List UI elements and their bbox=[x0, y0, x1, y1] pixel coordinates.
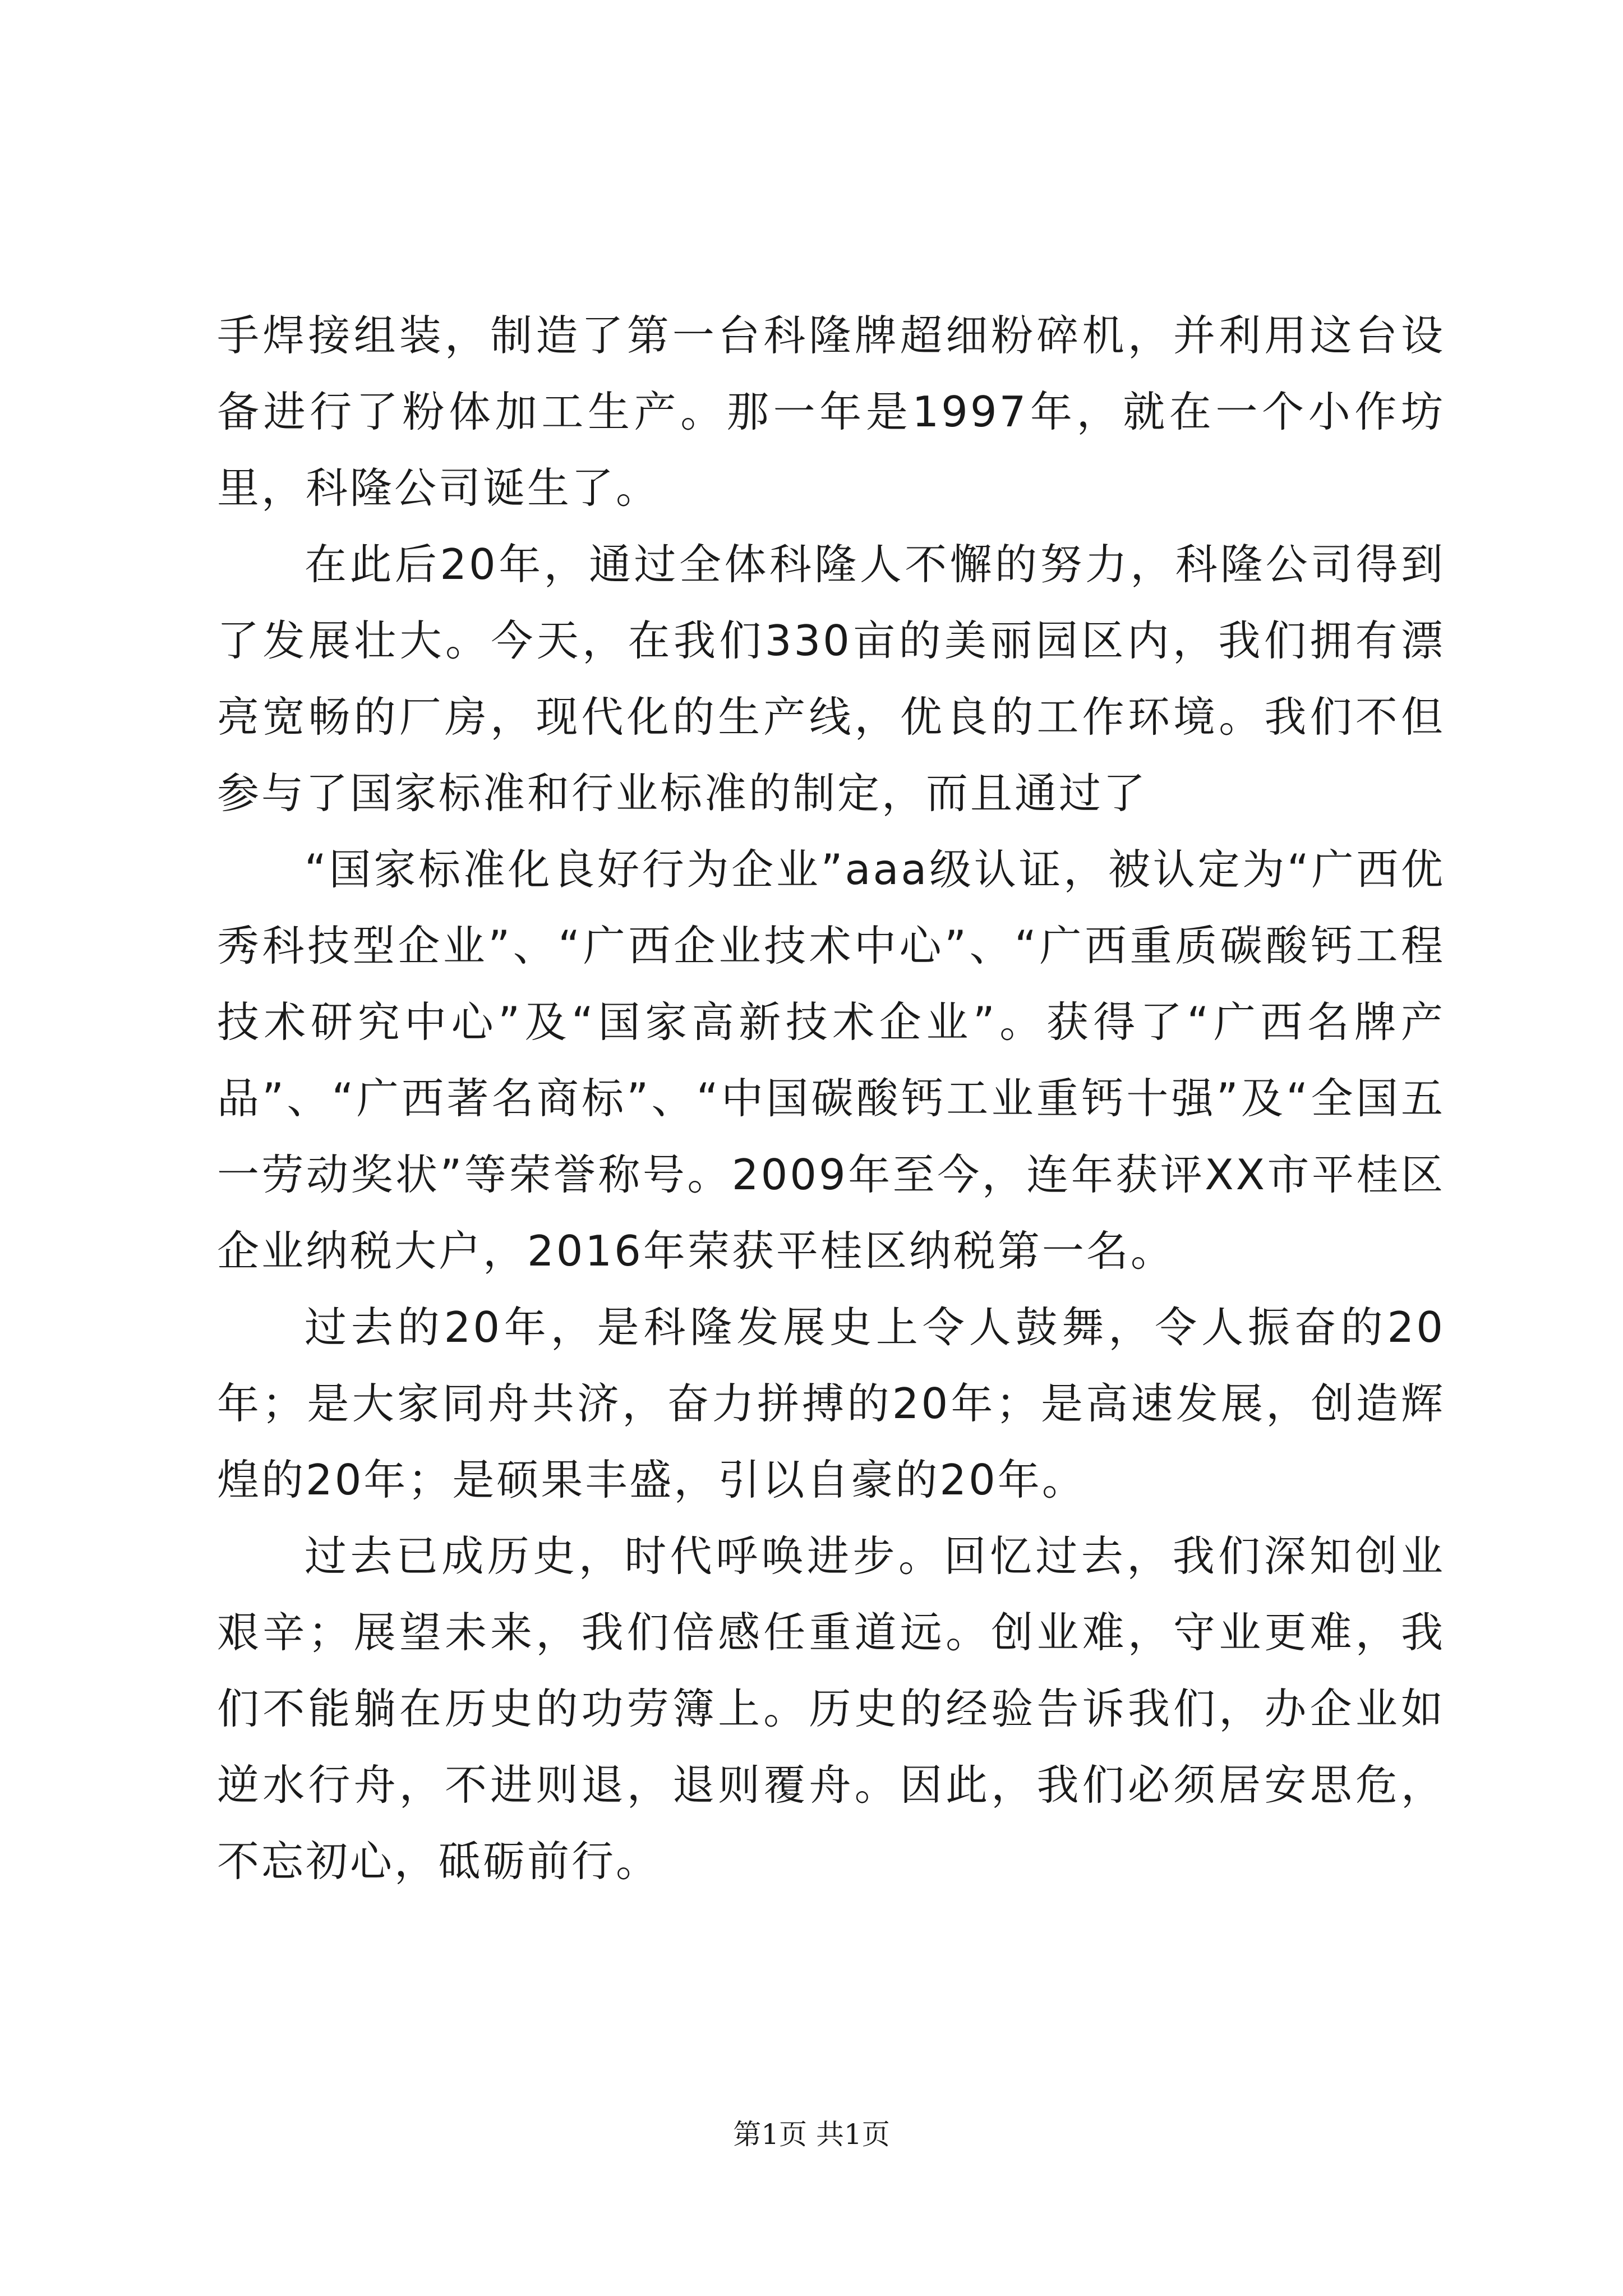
document-body bbox=[217, 297, 1445, 1899]
page-footer: 第1页 共1页 bbox=[733, 2118, 890, 2151]
paragraph-4: 过去的20年，是科隆发展史上令人鼓舞，令人振奋的20年；是大家同舟共济，奋力拼搏的20年；是高速发展，创造辉煌的20年；是硕果丰盛，引以自豪的20年。 bbox=[217, 1303, 1445, 1504]
paragraph-5: 过去已成历史，时代呼唤进步。回忆过去，我们深知创业艰辛；展望未来，我们倍感任重道远。创业难，守业更难，我们不能躺在历史的功劳簿上。历史的经验告诉我们，办企业如逆水行舟，不进则退，退则覆舟。因此，我们必须居安思危，不忘初心，砥砺前行。 bbox=[217, 1531, 1445, 1886]
paragraph-1: 手焊接组装，制造了第一台科隆牌超细粉碎机，并利用这台设备进行了粉体加工生产。那一年是1997年，就在一个小作坊里，科隆公司诞生了。 bbox=[217, 311, 1445, 513]
paragraph-2: 在此后20年，通过全体科隆人不懈的努力，科隆公司得到了发展壮大。今天，在我们330亩的美丽园区内，我们拥有漂亮宽畅的厂房，现代化的生产线，优良的工作环境。我们不但参与了国家标准和行业标准的制定，而且通过了 bbox=[217, 540, 1445, 818]
paragraph-3: “国家标准化良好行为企业”aaa级认证，被认定为“广西优秀科技型企业”、“广西企业技术中心”、“广西重质碳酸钙工程技术研究中心”及“国家高新技术企业”。获得了“广西名牌产品”、“广西著名商标”、“中国碳酸钙工业重钙十强”及“全国五一劳动奖状”等荣誉称号。2009年至今，连年获评XX市平桂区企业纳税大户，2016年荣获平桂区纳税第一名。 bbox=[217, 845, 1445, 1276]
